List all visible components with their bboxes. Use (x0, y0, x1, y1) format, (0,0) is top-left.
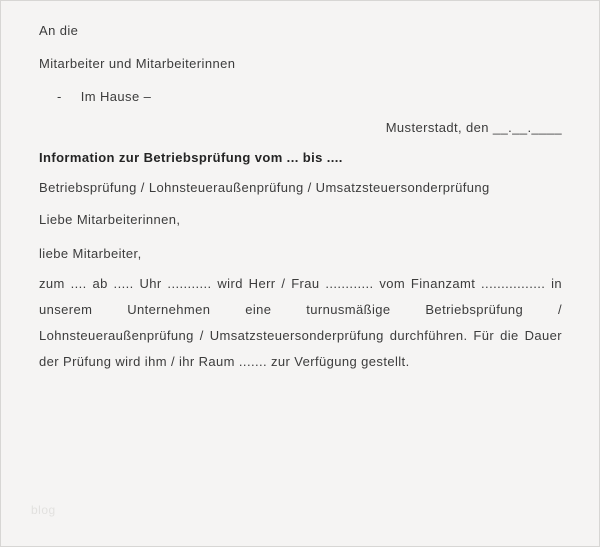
recipient-line-2: Mitarbeiter und Mitarbeiterinnen (39, 56, 236, 71)
recipient-line-1: An die (39, 23, 79, 38)
subject-line: Information zur Betriebsprüfung vom ... bis .... (39, 150, 343, 165)
body-paragraph: zum .... ab ..... Uhr ........... wird Herr / Frau ............ vom Finanzamt ................ in unserem Unternehmen eine turnusmäßige Betriebsprüfung / Lohnsteueraußenprüfung / Umsatzsteuersonderprüfung durchführen. Für die Dauer der Prüfung wird ihm / ihr Raum ....... zur Verfügung gestellt. (39, 276, 562, 369)
subject-subline: Betriebsprüfung / Lohnsteueraußenprüfung / Umsatzsteuersonderprüfung (39, 180, 490, 195)
watermark-text: blog (31, 503, 56, 517)
salutation-line-1: Liebe Mitarbeiterinnen, (39, 212, 181, 227)
salutation-line-2: liebe Mitarbeiter, (39, 246, 142, 261)
letter-content (39, 14, 562, 375)
recipient-block (39, 14, 562, 113)
recipient-house-text: Im Hause – (80, 89, 152, 104)
recipient-dash: - (57, 89, 62, 104)
place-date-line: Musterstadt, den __.__.____ (385, 120, 562, 135)
recipient-line-3 (39, 80, 562, 113)
